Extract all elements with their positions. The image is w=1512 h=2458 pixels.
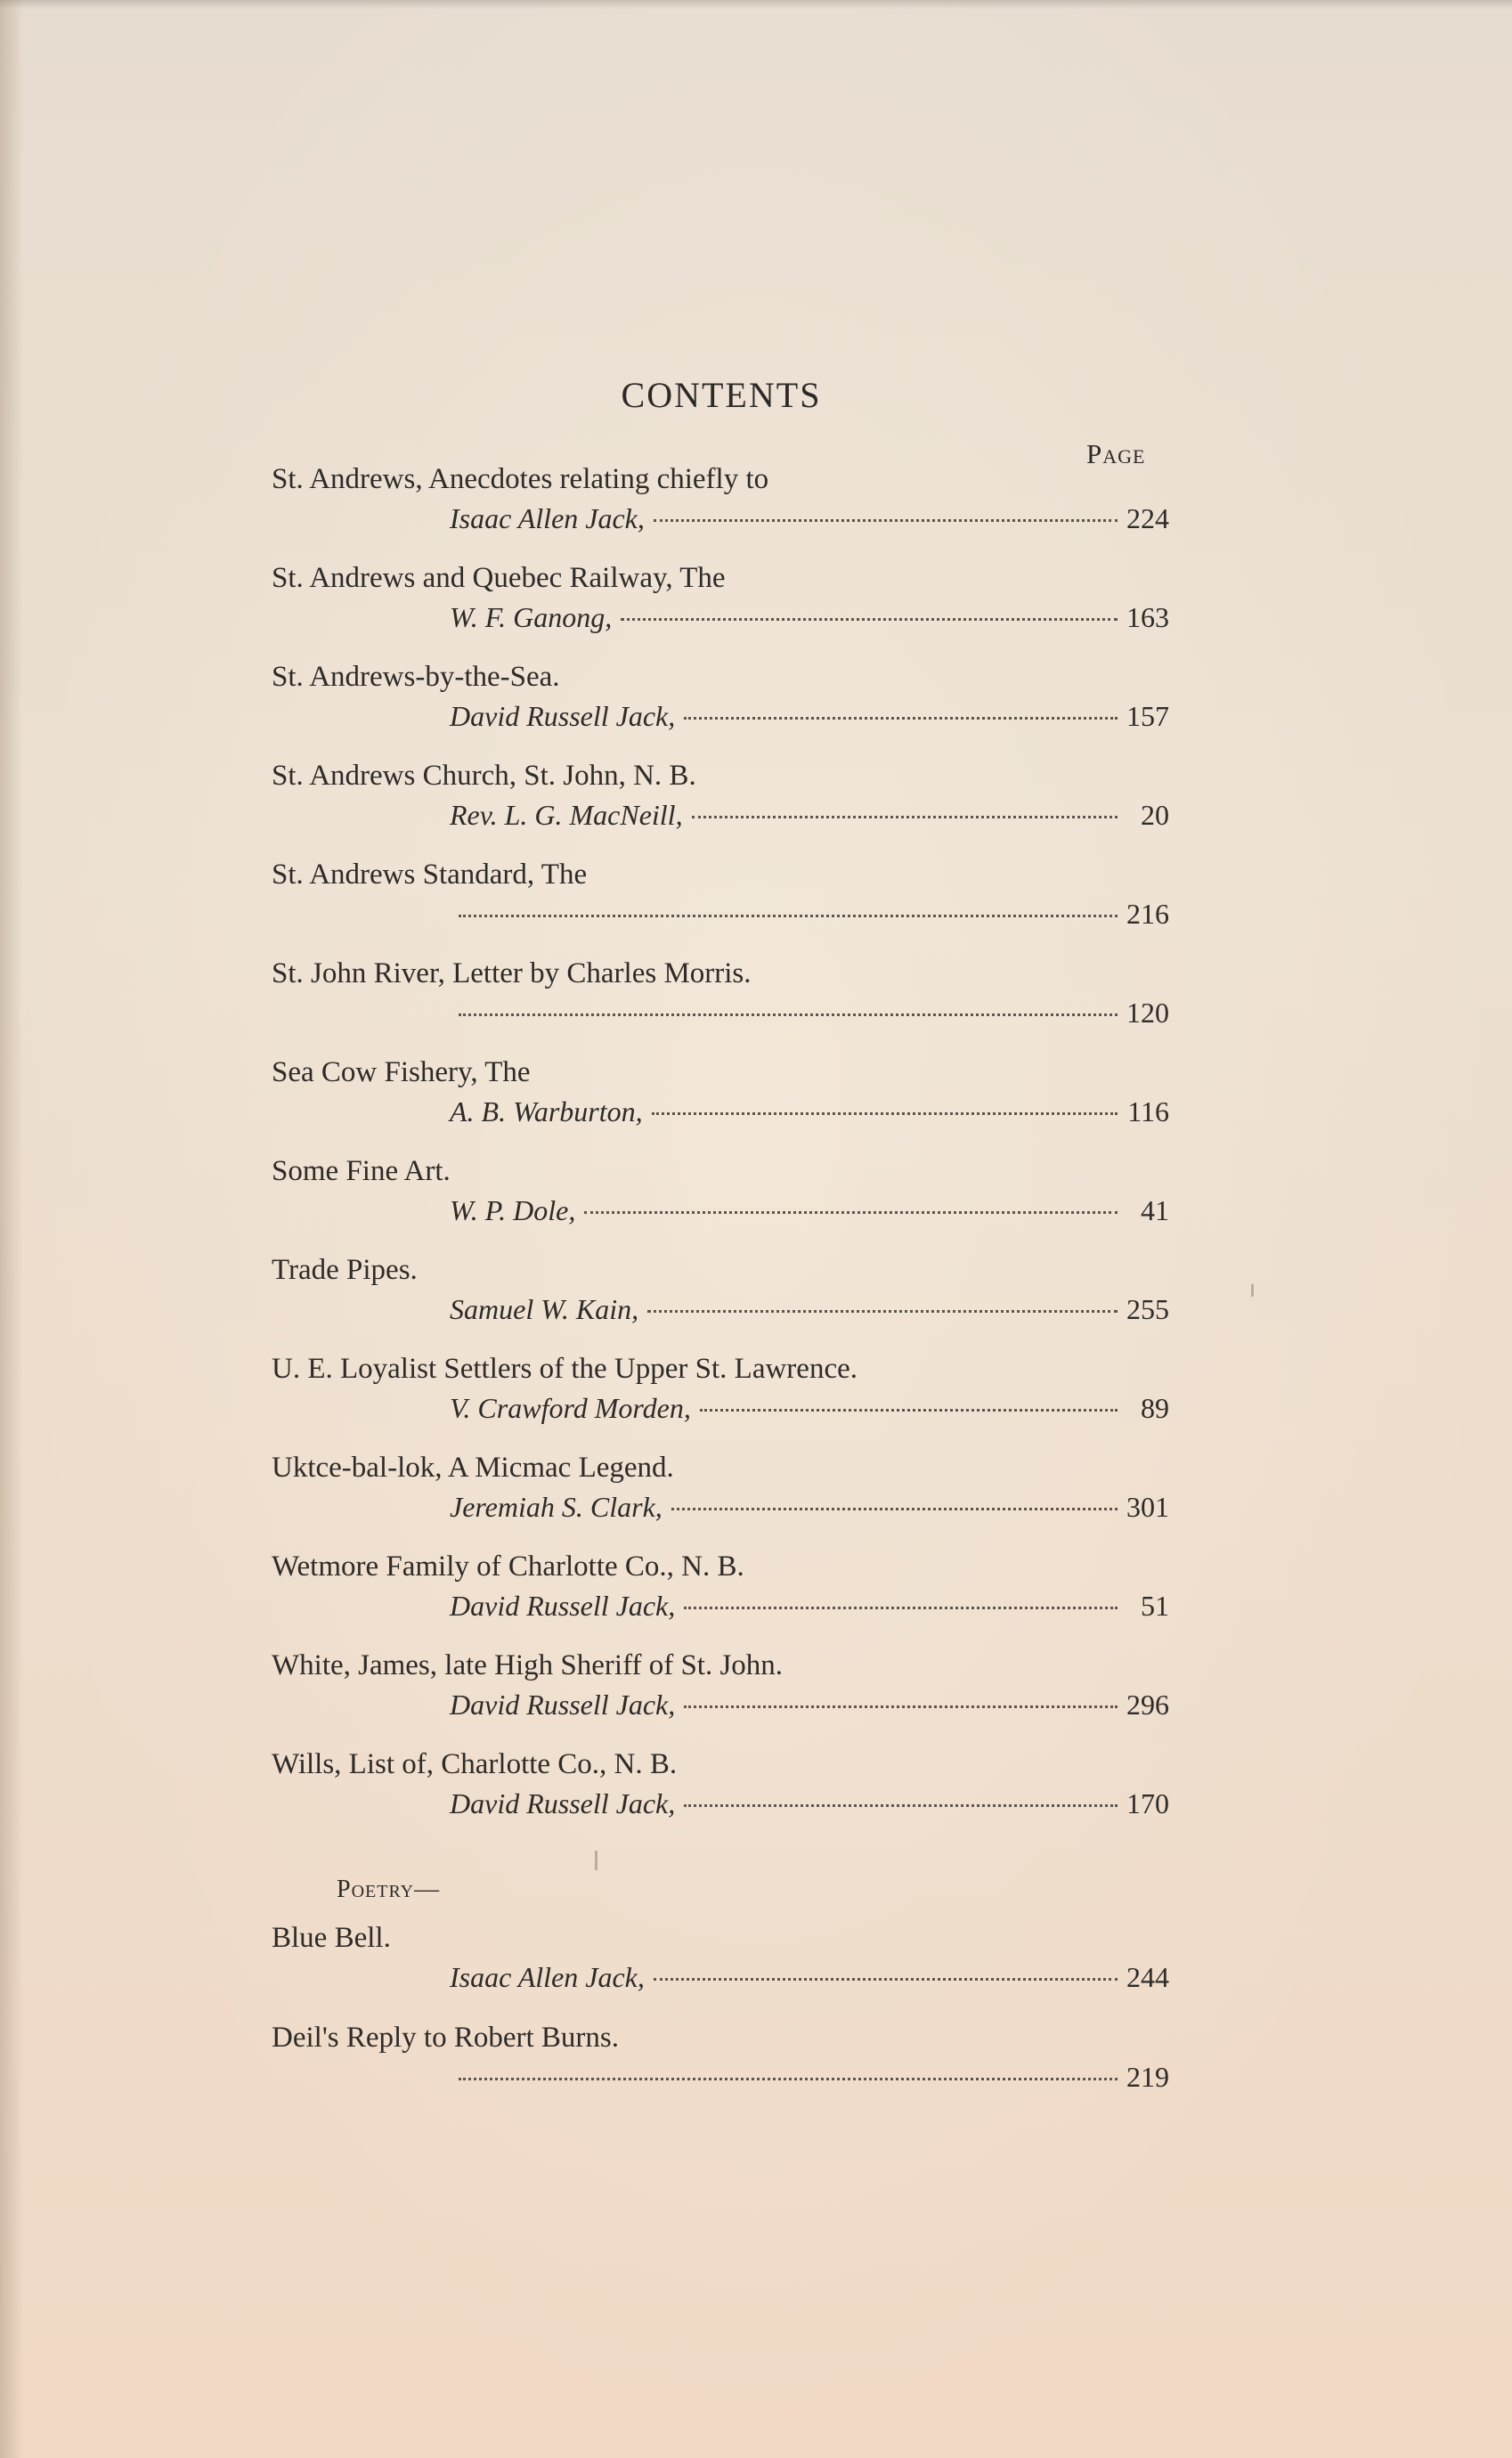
- dot-leader: [671, 1508, 1118, 1510]
- dot-leader: [459, 1013, 1118, 1016]
- entry-leader-line: [450, 601, 1169, 640]
- entry-author: David Russell Jack,: [450, 1787, 676, 1819]
- entry-title: St. Andrews-by-the-Sea.: [272, 661, 560, 693]
- entry-leader-line: [450, 1787, 1169, 1827]
- contents-entry: [0, 1649, 1512, 1738]
- entry-leader-line: [450, 898, 1169, 937]
- paper-speck: [595, 1851, 597, 1870]
- contents-entry: [0, 661, 1512, 750]
- poetry-entry: [0, 2022, 1512, 2111]
- entry-page-number: 116: [1127, 1095, 1169, 1127]
- entry-leader-line: [450, 700, 1169, 739]
- dot-leader: [692, 816, 1118, 818]
- contents-entry: [0, 1254, 1512, 1343]
- entry-title: Sea Cow Fishery, The: [272, 1056, 531, 1088]
- entry-page-number: 20: [1141, 799, 1169, 831]
- entry-leader-line: [450, 997, 1169, 1036]
- paper-speck: [1251, 1284, 1254, 1297]
- entry-page-number: 170: [1126, 1787, 1169, 1819]
- entry-title: Trade Pipes.: [272, 1254, 418, 1286]
- entry-leader-line: [450, 1095, 1169, 1135]
- entry-title: St. Andrews, Anecdotes relating chiefly to: [272, 463, 769, 495]
- entry-author: Isaac Allen Jack,: [450, 502, 645, 534]
- entry-leader-line: [450, 1293, 1169, 1332]
- entry-author: David Russell Jack,: [450, 700, 676, 732]
- entry-leader-line: [450, 1961, 1169, 2000]
- entry-page-number: 255: [1126, 1293, 1169, 1325]
- dot-leader: [621, 618, 1118, 621]
- dot-leader: [459, 915, 1118, 917]
- dot-leader: [652, 1112, 1118, 1115]
- entry-author: David Russell Jack,: [450, 1689, 676, 1721]
- dot-leader: [459, 2078, 1118, 2080]
- entry-title: St. John River, Letter by Charles Morris.: [272, 957, 752, 989]
- poetry-section-label: Poetry—: [337, 1876, 441, 1903]
- entry-page-number: 120: [1126, 997, 1169, 1029]
- page-top-shadow: [0, 0, 1512, 9]
- dot-leader: [647, 1310, 1118, 1313]
- entry-author: Samuel W. Kain,: [450, 1293, 639, 1325]
- entry-page-number: 89: [1141, 1392, 1169, 1424]
- poetry-entry: [0, 1922, 1512, 2011]
- entry-leader-line: [450, 502, 1169, 541]
- entry-author: A. B. Warburton,: [450, 1095, 643, 1127]
- entry-author: David Russell Jack,: [450, 1590, 676, 1622]
- entry-author: Jeremiah S. Clark,: [450, 1491, 663, 1523]
- dot-leader: [684, 1607, 1118, 1609]
- entry-leader-line: [450, 1392, 1169, 1431]
- entry-title: Wills, List of, Charlotte Co., N. B.: [272, 1748, 678, 1780]
- entry-title: Deil's Reply to Robert Burns.: [272, 2022, 620, 2054]
- entry-page-number: 301: [1126, 1491, 1169, 1523]
- entry-page-number: 296: [1126, 1689, 1169, 1721]
- entry-title: St. Andrews Standard, The: [272, 859, 588, 891]
- entry-title: Blue Bell.: [272, 1922, 391, 1954]
- dot-leader: [654, 519, 1118, 522]
- entry-page-number: 41: [1141, 1194, 1169, 1226]
- contents-entry: [0, 957, 1512, 1046]
- contents-entry: [0, 859, 1512, 948]
- contents-entry: [0, 760, 1512, 849]
- entry-title: White, James, late High Sheriff of St. John.: [272, 1649, 784, 1681]
- entry-title: St. Andrews and Quebec Railway, The: [272, 562, 726, 594]
- entry-page-number: 51: [1141, 1590, 1169, 1622]
- entry-leader-line: [450, 1689, 1169, 1728]
- contents-entry: [0, 1056, 1512, 1145]
- dot-leader: [684, 717, 1118, 720]
- contents-entry: [0, 562, 1512, 651]
- entry-leader-line: [450, 2061, 1169, 2100]
- contents-entry: [0, 463, 1512, 552]
- entry-title: St. Andrews Church, St. John, N. B.: [272, 760, 696, 792]
- page-column-label: Page: [1086, 438, 1146, 469]
- dot-leader: [684, 1804, 1118, 1807]
- entry-title: Some Fine Art.: [272, 1155, 451, 1187]
- entry-title: U. E. Loyalist Settlers of the Upper St. Lawrence.: [272, 1353, 858, 1385]
- contents-entry: [0, 1452, 1512, 1541]
- dot-leader: [654, 1978, 1118, 1981]
- contents-entry: [0, 1748, 1512, 1837]
- contents-entry: [0, 1353, 1512, 1442]
- entry-page-number: 163: [1126, 601, 1169, 633]
- dot-leader: [700, 1409, 1118, 1412]
- entry-leader-line: [450, 799, 1169, 838]
- entry-leader-line: [450, 1491, 1169, 1530]
- entry-page-number: 219: [1126, 2061, 1169, 2093]
- dot-leader: [584, 1211, 1118, 1214]
- entry-page-number: 216: [1126, 898, 1169, 930]
- dot-leader: [684, 1705, 1118, 1708]
- entry-author: W. P. Dole,: [450, 1194, 576, 1226]
- entry-page-number: 244: [1126, 1961, 1169, 1993]
- contents-entry: [0, 1550, 1512, 1640]
- entry-page-number: 224: [1126, 502, 1169, 534]
- entry-author: Isaac Allen Jack,: [450, 1961, 645, 1993]
- contents-heading: CONTENTS: [621, 375, 822, 415]
- contents-entry: [0, 1155, 1512, 1244]
- entry-leader-line: [450, 1590, 1169, 1629]
- entry-title: Wetmore Family of Charlotte Co., N. B.: [272, 1550, 744, 1583]
- entry-title: Uktce-bal-lok, A Micmac Legend.: [272, 1452, 674, 1484]
- entry-leader-line: [450, 1194, 1169, 1233]
- entry-author: V. Crawford Morden,: [450, 1392, 691, 1424]
- entry-page-number: 157: [1126, 700, 1169, 732]
- entry-author: Rev. L. G. MacNeill,: [450, 799, 683, 831]
- entry-author: W. F. Ganong,: [450, 601, 613, 633]
